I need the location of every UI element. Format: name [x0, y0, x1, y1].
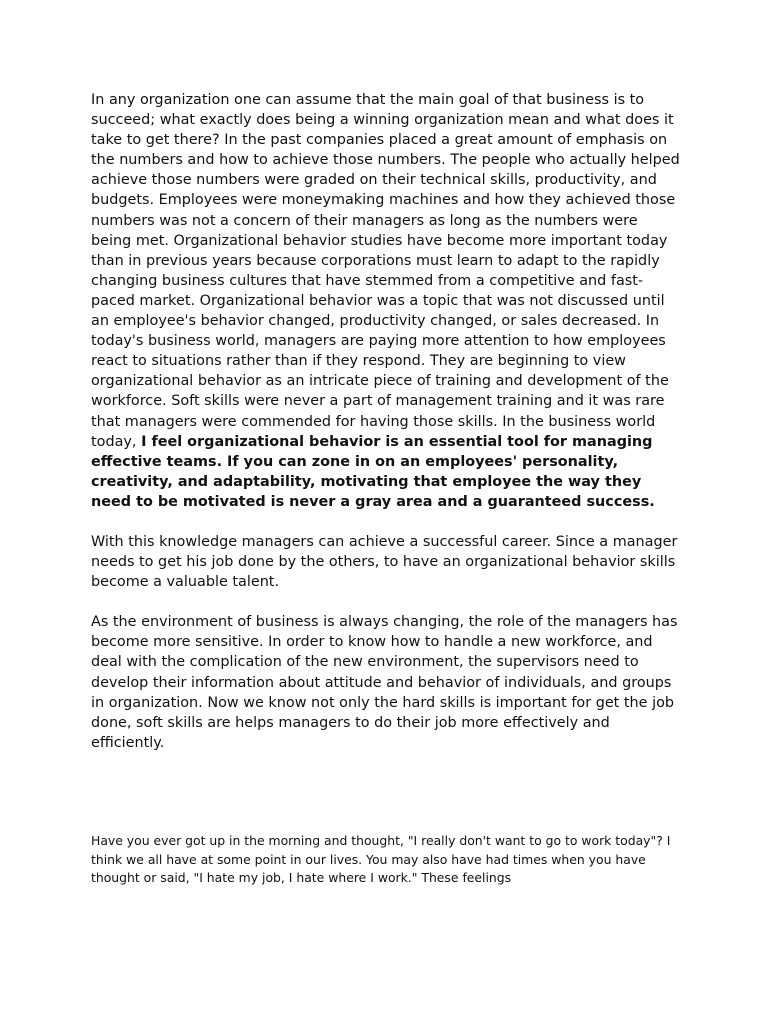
paragraph-environment: As the environment of business is always changing, the role of the managers has become more sensitive. In order to know how to handle a new workforce, and deal with the complication of the new environment, the supervisors need to develop their information about attitude and behavior of individuals, and groups in organization. Now we know not only the hard skills is important for get the job done, soft skills are helps managers to do their job more effectively and efficiently.: [91, 614, 678, 751]
paragraph-intro-text: In any organization one can assume that the main goal of that business is to succeed; what exactly does being a winning organization mean and what does it take to get there? In the past companies placed a great amount of emphasis on the numbers and how to achieve those numbers. The people who actually helped achieve those numbers were graded on their technical skills, productivity, and budgets. Employees were moneymaking machines and how they achieved those numbers was not a concern of their managers as long as the numbers were being met. Organizational behavior studies have become more important today than in previous years because corporations must learn to adapt to the rapidly changing business cultures that have stemmed from a competitive and fast-paced market. Organizational behavior was a topic that was not discussed until an employee's behavior changed, productivity changed, or sales decreased. In today's business world, managers are paying more attention to how employees react to situations rather than if they respond. They are beginning to view organizational behavior as an intricate piece of training and development of the workforce. Soft skills were never a part of management training and it was rare that managers were commended for having those skills. In the business world today,: [91, 92, 680, 450]
paragraph-intro-bold-text: I feel organizational behavior is an essential tool for managing effective teams. If you can zone in on an employees' personality, creativity, and adaptability, motivating that employee the way they need to be motivated is never a gray area and a guaranteed success.: [91, 433, 655, 510]
paragraph-intro: [91, 90, 681, 512]
document-body: [91, 90, 681, 753]
paragraph-knowledge: With this knowledge managers can achieve a successful career. Since a manager needs to get his job done by the others, to have an organizational behavior skills become a valuable talent.: [91, 533, 678, 591]
paragraph-morning: Have you ever got up in the morning and thought, "I really don't want to go to work today"? I think we all have at some point in our lives. You may also have had times when you have thought or said, "I hate my job, I hate where I work." These feelings: [91, 833, 671, 885]
